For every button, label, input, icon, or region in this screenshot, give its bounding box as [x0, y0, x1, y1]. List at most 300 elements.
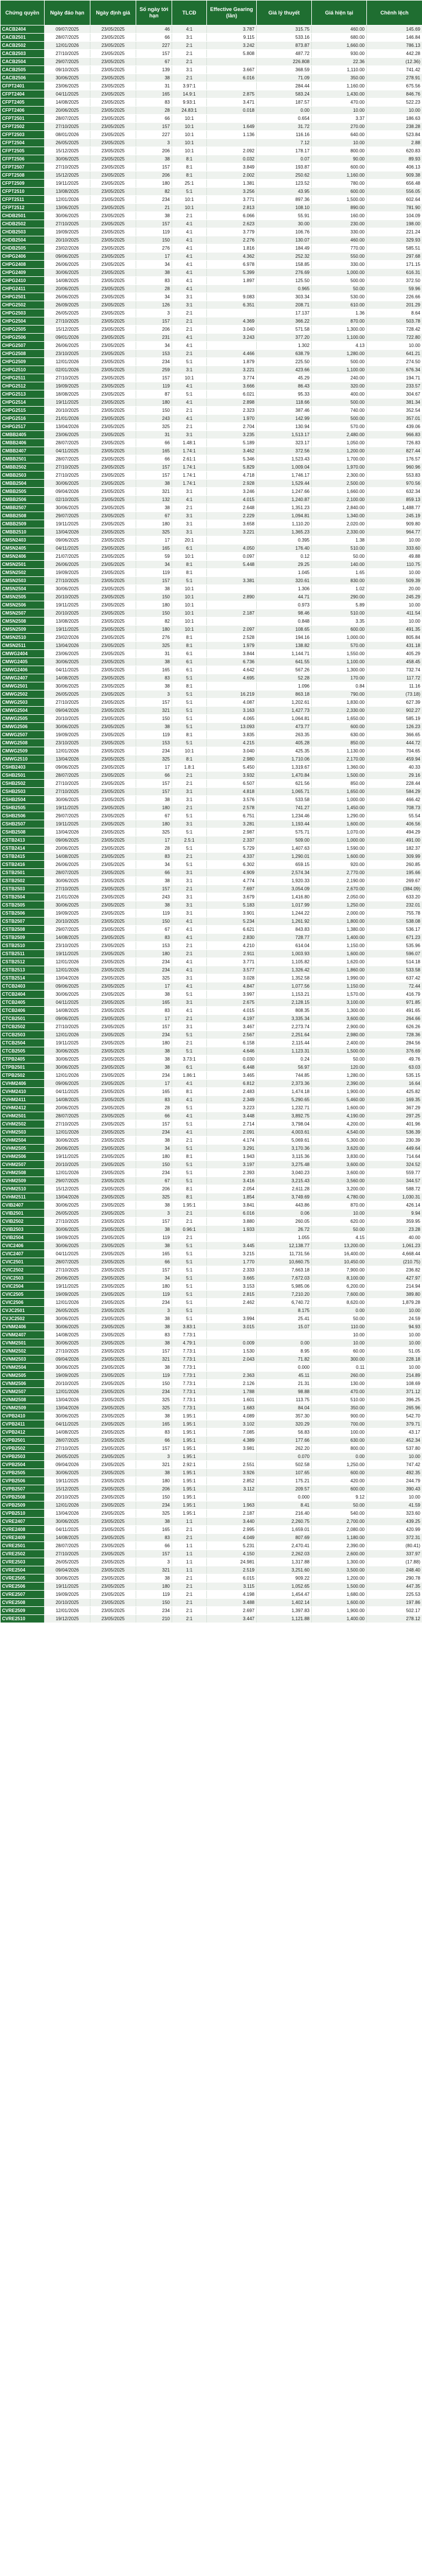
effective-gearing-cell: [207, 536, 257, 545]
current-price-cell: 1,600.00: [312, 853, 367, 861]
table-row: [1, 1485, 422, 1493]
warrant-code-cell: CVIC2501: [1, 1258, 45, 1266]
current-price-cell: 3,500.00: [312, 1566, 367, 1574]
valuation-date-cell: 23/05/2025: [90, 715, 136, 723]
maturity-date-cell: 04/11/2025: [45, 666, 90, 674]
price-difference-cell: 406.13: [367, 163, 422, 171]
effective-gearing-cell: 0.018: [207, 107, 257, 115]
days-to-maturity-cell: 180: [136, 1282, 172, 1291]
current-price-cell: 1,000.00: [312, 269, 367, 277]
maturity-date-cell: 19/12/2025: [45, 1615, 90, 1623]
effective-gearing-cell: 2.323: [207, 407, 257, 415]
conversion-ratio-cell: 2:1: [172, 1534, 207, 1542]
theoretical-price-cell: 372.56: [257, 447, 312, 455]
current-price-cell: 5,300.00: [312, 1137, 367, 1145]
days-to-maturity-cell: 119: [136, 1591, 172, 1599]
table-row: [1, 699, 422, 707]
warrant-code-cell: CMSN2506: [1, 601, 45, 609]
days-to-maturity-cell: 325: [136, 642, 172, 650]
valuation-date-cell: 23/05/2025: [90, 1485, 136, 1493]
maturity-date-cell: 23/10/2025: [45, 942, 90, 950]
warrant-code-cell: CSTB2506: [1, 909, 45, 918]
price-difference-cell: 8.64: [367, 309, 422, 317]
current-price-cell: 1,830.00: [312, 699, 367, 707]
maturity-date-cell: 30/06/2025: [45, 723, 90, 731]
effective-gearing-cell: 3.679: [207, 893, 257, 901]
days-to-maturity-cell: 165: [136, 1420, 172, 1428]
price-difference-cell: 245.19: [367, 512, 422, 520]
theoretical-price-cell: 263.35: [257, 731, 312, 739]
days-to-maturity-cell: 38: [136, 1364, 172, 1372]
maturity-date-cell: 23/06/2025: [45, 431, 90, 439]
current-price-cell: 60.00: [312, 1347, 367, 1355]
current-price-cell: 470.00: [312, 98, 367, 107]
warrant-code-cell: CVNM2407: [1, 1331, 45, 1339]
warrant-code-cell: CMBB2508: [1, 512, 45, 520]
current-price-cell: 2,300.00: [312, 472, 367, 480]
price-difference-cell: 902.27: [367, 707, 422, 715]
current-price-cell: 4,200.00: [312, 1120, 367, 1128]
theoretical-price-cell: 502.58: [257, 1461, 312, 1469]
table-row: [1, 496, 422, 504]
current-price-cell: 1,000.00: [312, 796, 367, 804]
maturity-date-cell: 30/06/2025: [45, 1242, 90, 1250]
days-to-maturity-cell: 28: [136, 285, 172, 293]
price-difference-cell: 10.00: [367, 1307, 422, 1315]
current-price-cell: 630.00: [312, 731, 367, 739]
effective-gearing-cell: 6.812: [207, 1080, 257, 1088]
valuation-date-cell: 23/05/2025: [90, 755, 136, 763]
warrant-code-cell: CMBB2502: [1, 463, 45, 472]
warrant-code-cell: CMBB2406: [1, 439, 45, 447]
current-price-cell: 4,190.00: [312, 1112, 367, 1120]
effective-gearing-cell: 4.466: [207, 350, 257, 358]
price-difference-cell: 194.71: [367, 374, 422, 382]
table-row: [1, 812, 422, 820]
maturity-date-cell: 09/04/2026: [45, 707, 90, 715]
price-difference-cell: 1,879.28: [367, 1299, 422, 1307]
price-difference-cell: 538.08: [367, 918, 422, 926]
table-row: [1, 1210, 422, 1218]
price-difference-cell: 284.56: [367, 1039, 422, 1047]
conversion-ratio-cell: 2:1: [172, 407, 207, 415]
theoretical-price-cell: 1,123.31: [257, 1047, 312, 1055]
conversion-ratio-cell: 3:1: [172, 34, 207, 42]
days-to-maturity-cell: 83: [136, 853, 172, 861]
valuation-date-cell: 23/05/2025: [90, 812, 136, 820]
days-to-maturity-cell: 325: [136, 828, 172, 836]
days-to-maturity-cell: 157: [136, 885, 172, 893]
effective-gearing-cell: 6.448: [207, 1064, 257, 1072]
price-difference-cell: 442.28: [367, 50, 422, 58]
table-row: [1, 1234, 422, 1242]
conversion-ratio-cell: 1.95:1: [172, 1469, 207, 1477]
days-to-maturity-cell: 150: [136, 1161, 172, 1169]
days-to-maturity-cell: 180: [136, 399, 172, 407]
effective-gearing-cell: 3.256: [207, 188, 257, 196]
current-price-cell: 1,160.00: [312, 82, 367, 90]
conversion-ratio-cell: 6:1: [172, 666, 207, 674]
price-difference-cell: 352.54: [367, 407, 422, 415]
conversion-ratio-cell: 4.79:1: [172, 1339, 207, 1347]
price-difference-cell: 542.70: [367, 1412, 422, 1420]
effective-gearing-cell: 1.879: [207, 358, 257, 366]
days-to-maturity-cell: 180: [136, 950, 172, 958]
price-difference-cell: 43.17: [367, 1428, 422, 1437]
valuation-date-cell: 23/05/2025: [90, 334, 136, 342]
warrant-code-cell: CHPG2507: [1, 342, 45, 350]
current-price-cell: 140.00: [312, 561, 367, 569]
valuation-date-cell: 23/05/2025: [90, 1347, 136, 1355]
warrant-code-cell: CSHB2507: [1, 820, 45, 828]
effective-gearing-cell: 3.445: [207, 1242, 257, 1250]
valuation-date-cell: 23/05/2025: [90, 212, 136, 220]
price-difference-cell: 537.80: [367, 1445, 422, 1453]
days-to-maturity-cell: 210: [136, 1615, 172, 1623]
price-difference-cell: 426.14: [367, 1201, 422, 1210]
table-row: [1, 1461, 422, 1469]
warrant-code-cell: CVNM2508: [1, 1396, 45, 1404]
price-difference-cell: 11.16: [367, 682, 422, 690]
days-to-maturity-cell: 3: [136, 139, 172, 147]
current-price-cell: 0.11: [312, 1364, 367, 1372]
price-difference-cell: (210.75): [367, 1258, 422, 1266]
warrant-code-cell: CMWG2407: [1, 674, 45, 682]
current-price-cell: 160.00: [312, 212, 367, 220]
maturity-date-cell: 09/06/2025: [45, 536, 90, 545]
current-price-cell: 1,000.00: [312, 634, 367, 642]
maturity-date-cell: 27/10/2025: [45, 885, 90, 893]
maturity-date-cell: 19/11/2025: [45, 626, 90, 634]
effective-gearing-cell: 6.302: [207, 861, 257, 869]
table-row: [1, 269, 422, 277]
maturity-date-cell: 28/07/2025: [45, 1258, 90, 1266]
table-row: [1, 66, 422, 74]
current-price-cell: 570.00: [312, 642, 367, 650]
maturity-date-cell: 28/07/2025: [45, 869, 90, 877]
warrant-code-cell: CTCB2502: [1, 1023, 45, 1031]
price-difference-cell: 366.65: [367, 731, 422, 739]
table-row: [1, 455, 422, 463]
price-difference-cell: 641.21: [367, 350, 422, 358]
maturity-date-cell: 13/04/2026: [45, 1396, 90, 1404]
warrant-code-cell: CVIC2407: [1, 1250, 45, 1258]
theoretical-price-cell: 575.71: [257, 828, 312, 836]
valuation-date-cell: 23/05/2025: [90, 780, 136, 788]
conversion-ratio-cell: 5:1: [172, 1120, 207, 1128]
valuation-date-cell: 23/05/2025: [90, 1169, 136, 1177]
conversion-ratio-cell: 5:1: [172, 674, 207, 682]
valuation-date-cell: 23/05/2025: [90, 853, 136, 861]
header-valuation-date: Ngày định giá: [90, 1, 136, 25]
valuation-date-cell: 23/05/2025: [90, 1599, 136, 1607]
table-row: [1, 171, 422, 180]
price-difference-cell: 41.59: [367, 1501, 422, 1510]
days-to-maturity-cell: 83: [136, 277, 172, 285]
table-row: [1, 528, 422, 536]
current-price-cell: 1.36: [312, 309, 367, 317]
theoretical-price-cell: 897.36: [257, 196, 312, 204]
table-row: [1, 293, 422, 301]
days-to-maturity-cell: 31: [136, 82, 172, 90]
current-price-cell: 3,600.00: [312, 1015, 367, 1023]
maturity-date-cell: 09/04/2026: [45, 1461, 90, 1469]
theoretical-price-cell: 175.21: [257, 1477, 312, 1485]
days-to-maturity-cell: 157: [136, 780, 172, 788]
valuation-date-cell: 23/05/2025: [90, 455, 136, 463]
warrant-code-cell: CMWG2505: [1, 715, 45, 723]
table-row: [1, 1104, 422, 1112]
valuation-date-cell: 23/05/2025: [90, 1510, 136, 1518]
theoretical-price-cell: 1,454.47: [257, 1591, 312, 1599]
theoretical-price-cell: 1,407.63: [257, 845, 312, 853]
effective-gearing-cell: 2.276: [207, 236, 257, 244]
theoretical-price-cell: 11,731.56: [257, 1250, 312, 1258]
table-row: [1, 585, 422, 593]
conversion-ratio-cell: 3:1: [172, 869, 207, 877]
days-to-maturity-cell: 83: [136, 1534, 172, 1542]
effective-gearing-cell: 2.393: [207, 1169, 257, 1177]
conversion-ratio-cell: 8:1: [172, 155, 207, 163]
current-price-cell: 500.00: [312, 358, 367, 366]
days-to-maturity-cell: 3: [136, 1210, 172, 1218]
theoretical-price-cell: 7,672.03: [257, 1274, 312, 1282]
price-difference-cell: 536.17: [367, 926, 422, 934]
maturity-date-cell: 02/10/2025: [45, 496, 90, 504]
theoretical-price-cell: 6,740.72: [257, 1299, 312, 1307]
conversion-ratio-cell: 9.93:1: [172, 98, 207, 107]
table-row: [1, 1193, 422, 1201]
price-difference-cell: 344.57: [367, 1177, 422, 1185]
valuation-date-cell: 23/05/2025: [90, 1583, 136, 1591]
conversion-ratio-cell: 8:1: [172, 642, 207, 650]
valuation-date-cell: 23/05/2025: [90, 723, 136, 731]
theoretical-price-cell: 425.35: [257, 747, 312, 755]
table-row: [1, 358, 422, 366]
conversion-ratio-cell: 5:1: [172, 690, 207, 699]
maturity-date-cell: 27/10/2025: [45, 1120, 90, 1128]
valuation-date-cell: 23/05/2025: [90, 828, 136, 836]
effective-gearing-cell: 2.187: [207, 1510, 257, 1518]
days-to-maturity-cell: 157: [136, 472, 172, 480]
current-price-cell: 1,650.00: [312, 788, 367, 796]
days-to-maturity-cell: 234: [136, 1072, 172, 1080]
theoretical-price-cell: 21.31: [257, 1380, 312, 1388]
warrant-code-cell: CSTB2507: [1, 918, 45, 926]
table-header-row: [1, 1, 422, 25]
theoretical-price-cell: 130.94: [257, 423, 312, 431]
current-price-cell: 930.00: [312, 50, 367, 58]
theoretical-price-cell: 1,474.18: [257, 1088, 312, 1096]
valuation-date-cell: 23/05/2025: [90, 1266, 136, 1274]
days-to-maturity-cell: 234: [136, 1169, 172, 1177]
days-to-maturity-cell: 34: [136, 261, 172, 269]
warrant-code-cell: CFPT2401: [1, 82, 45, 90]
current-price-cell: 2,000.00: [312, 909, 367, 918]
effective-gearing-cell: 2.337: [207, 836, 257, 845]
warrant-code-cell: CTCB2503: [1, 1031, 45, 1039]
maturity-date-cell: 30/06/2025: [45, 1047, 90, 1055]
conversion-ratio-cell: 6:1: [172, 658, 207, 666]
warrant-code-cell: CACB2506: [1, 74, 45, 82]
current-price-cell: 1,500.00: [312, 772, 367, 780]
warrant-code-cell: CHPG2408: [1, 261, 45, 269]
effective-gearing-cell: 2.126: [207, 1380, 257, 1388]
maturity-date-cell: 20/10/2025: [45, 609, 90, 617]
theoretical-price-cell: 1,326.42: [257, 966, 312, 974]
current-price-cell: 1,500.00: [312, 196, 367, 204]
table-row: [1, 755, 422, 763]
warrant-code-cell: CVIC2406: [1, 1242, 45, 1250]
price-difference-cell: 104.09: [367, 212, 422, 220]
current-price-cell: 10.00: [312, 1331, 367, 1339]
valuation-date-cell: 23/05/2025: [90, 504, 136, 512]
theoretical-price-cell: 405.28: [257, 739, 312, 747]
warrant-code-cell: CVIC2503: [1, 1274, 45, 1282]
warrant-code-cell: CVIC2502: [1, 1266, 45, 1274]
days-to-maturity-cell: 17: [136, 536, 172, 545]
maturity-date-cell: 19/11/2025: [45, 1583, 90, 1591]
warrant-code-cell: CVNM2406: [1, 1323, 45, 1331]
days-to-maturity-cell: 165: [136, 447, 172, 455]
warrant-code-cell: CACB2501: [1, 34, 45, 42]
price-difference-cell: 966.83: [367, 431, 422, 439]
maturity-date-cell: 20/06/2025: [45, 285, 90, 293]
price-difference-cell: 226.66: [367, 293, 422, 301]
days-to-maturity-cell: 38: [136, 585, 172, 593]
price-difference-cell: 964.77: [367, 528, 422, 536]
current-price-cell: 2,330.00: [312, 707, 367, 715]
price-difference-cell: 10.00: [367, 1331, 422, 1339]
effective-gearing-cell: [207, 1234, 257, 1242]
price-difference-cell: 427.97: [367, 1274, 422, 1282]
current-price-cell: 1,600.00: [312, 820, 367, 828]
effective-gearing-cell: 1.601: [207, 1396, 257, 1404]
table-row: [1, 212, 422, 220]
warrant-code-cell: CMBB2509: [1, 520, 45, 528]
theoretical-price-cell: 0.848: [257, 617, 312, 626]
conversion-ratio-cell: 1.95:1: [172, 1412, 207, 1420]
effective-gearing-cell: 1.897: [207, 277, 257, 285]
warrant-code-cell: CHPG2514: [1, 399, 45, 407]
conversion-ratio-cell: 8:1: [172, 1193, 207, 1201]
table-row: [1, 690, 422, 699]
days-to-maturity-cell: 38: [136, 1469, 172, 1477]
maturity-date-cell: 12/01/2026: [45, 747, 90, 755]
valuation-date-cell: 23/05/2025: [90, 1185, 136, 1193]
conversion-ratio-cell: 4:1: [172, 285, 207, 293]
effective-gearing-cell: 4.362: [207, 253, 257, 261]
valuation-date-cell: 23/05/2025: [90, 739, 136, 747]
conversion-ratio-cell: 7.73:1: [172, 1331, 207, 1339]
conversion-ratio-cell: 3.83:1: [172, 1323, 207, 1331]
price-difference-cell: 401.96: [367, 1120, 422, 1128]
valuation-date-cell: 23/05/2025: [90, 90, 136, 98]
price-difference-cell: 228.44: [367, 780, 422, 788]
current-price-cell: 330.00: [312, 261, 367, 269]
price-difference-cell: 389.80: [367, 1291, 422, 1299]
current-price-cell: 2,670.00: [312, 885, 367, 893]
valuation-date-cell: 23/05/2025: [90, 1364, 136, 1372]
theoretical-price-cell: 113.75: [257, 1396, 312, 1404]
valuation-date-cell: 23/05/2025: [90, 682, 136, 690]
table-row: [1, 1591, 422, 1599]
maturity-date-cell: 19/09/2025: [45, 1291, 90, 1299]
theoretical-price-cell: 1,351.23: [257, 504, 312, 512]
days-to-maturity-cell: 227: [136, 131, 172, 139]
table-row: [1, 650, 422, 658]
effective-gearing-cell: 2.890: [207, 593, 257, 601]
effective-gearing-cell: 4.909: [207, 869, 257, 877]
effective-gearing-cell: 5.448: [207, 561, 257, 569]
effective-gearing-cell: 5.808: [207, 50, 257, 58]
warrant-code-cell: CVHM2410: [1, 1088, 45, 1096]
conversion-ratio-cell: 5:1: [172, 358, 207, 366]
maturity-date-cell: 19/11/2025: [45, 1039, 90, 1047]
valuation-date-cell: 23/05/2025: [90, 699, 136, 707]
current-price-cell: 350.00: [312, 1404, 367, 1412]
effective-gearing-cell: 3.926: [207, 1469, 257, 1477]
effective-gearing-cell: 2.187: [207, 609, 257, 617]
maturity-date-cell: 27/10/2025: [45, 1445, 90, 1453]
days-to-maturity-cell: 82: [136, 617, 172, 626]
theoretical-price-cell: 138.82: [257, 642, 312, 650]
valuation-date-cell: 23/05/2025: [90, 577, 136, 585]
maturity-date-cell: 19/09/2025: [45, 228, 90, 236]
theoretical-price-cell: 0.24: [257, 1055, 312, 1064]
table-row: [1, 1607, 422, 1615]
table-row: [1, 1218, 422, 1226]
warrant-code-cell: CVHM2505: [1, 1145, 45, 1153]
conversion-ratio-cell: 3:1: [172, 909, 207, 918]
days-to-maturity-cell: 180: [136, 520, 172, 528]
days-to-maturity-cell: 325: [136, 423, 172, 431]
theoretical-price-cell: 0.070: [257, 1453, 312, 1461]
days-to-maturity-cell: 276: [136, 634, 172, 642]
table-row: [1, 853, 422, 861]
effective-gearing-cell: 4.150: [207, 1550, 257, 1558]
theoretical-price-cell: 320.61: [257, 577, 312, 585]
table-row: [1, 447, 422, 455]
theoretical-price-cell: 0.000: [257, 1364, 312, 1372]
theoretical-price-cell: 1.306: [257, 585, 312, 593]
warrant-code-cell: CVHM2504: [1, 1137, 45, 1145]
table-row: [1, 1615, 422, 1623]
price-difference-cell: 20.00: [367, 585, 422, 593]
effective-gearing-cell: 3.235: [207, 431, 257, 439]
maturity-date-cell: 27/10/2025: [45, 472, 90, 480]
table-row: [1, 1015, 422, 1023]
effective-gearing-cell: 3.223: [207, 1104, 257, 1112]
theoretical-price-cell: 17.137: [257, 309, 312, 317]
current-price-cell: 510.00: [312, 545, 367, 553]
effective-gearing-cell: 6.066: [207, 212, 257, 220]
current-price-cell: 1,860.00: [312, 966, 367, 974]
effective-gearing-cell: 3.932: [207, 772, 257, 780]
table-row: [1, 999, 422, 1007]
theoretical-price-cell: 2,128.15: [257, 999, 312, 1007]
theoretical-price-cell: 125.50: [257, 277, 312, 285]
conversion-ratio-cell: 3:1: [172, 999, 207, 1007]
effective-gearing-cell: 5.729: [207, 845, 257, 853]
conversion-ratio-cell: 1:1: [172, 1566, 207, 1574]
table-row: [1, 155, 422, 163]
warrant-code-cell: CMWG2404: [1, 650, 45, 658]
table-row: [1, 1055, 422, 1064]
table-row: [1, 1128, 422, 1137]
current-price-cell: 500.00: [312, 277, 367, 285]
maturity-date-cell: 15/12/2025: [45, 147, 90, 155]
